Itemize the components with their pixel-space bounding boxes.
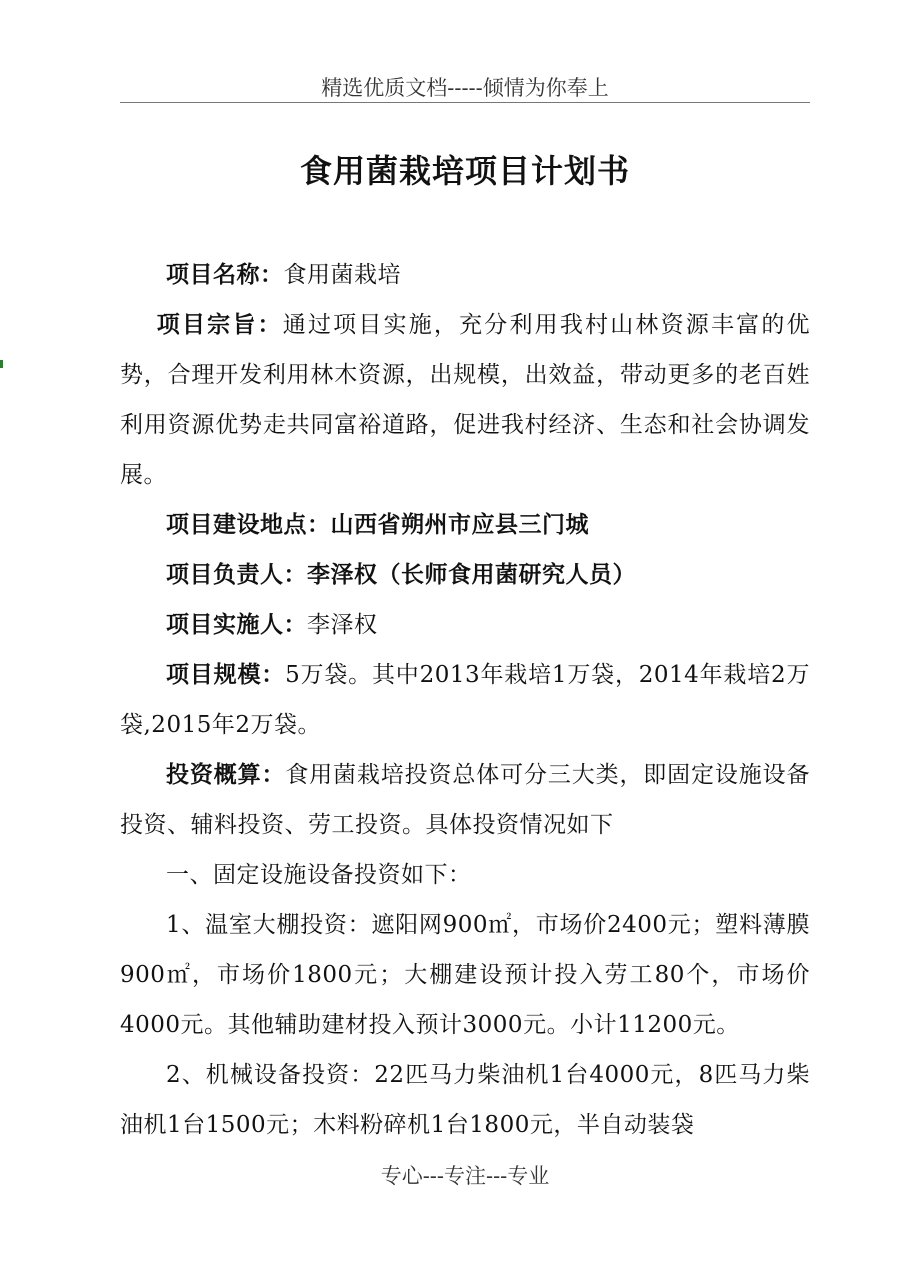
- header-divider: [120, 102, 810, 103]
- field-label: 项目实施人：: [166, 612, 307, 638]
- section-heading-fixed-investment: 一、固定设施设备投资如下：: [166, 862, 472, 888]
- margin-mark: [0, 360, 3, 368]
- field-investment-estimate: [120, 750, 810, 850]
- item-greenhouse-investment: 1、温室大棚投资：遮阳网900㎡，市场价2400元；塑料薄膜900㎡，市场价1800元；大棚建设预计投入劳工80个，市场价4000元。其他辅助建材投入预计3000元。小计11200元。: [120, 912, 810, 1038]
- field-label: 项目建设地点：: [166, 512, 331, 538]
- field-value: 山西省朔州市应县三门城: [330, 512, 589, 538]
- field-project-location: [120, 500, 810, 550]
- field-project-name: [120, 250, 810, 300]
- field-value: 李泽权（长师食用菌研究人员）: [307, 562, 636, 588]
- field-value: 通过项目实施，充分利用我村山林资源丰富的优势，合理开发利用林木资源，出规模，出效益，带动更多的老百姓利用资源优势走共同富裕道路，促进我村经济、生态和社会协调发展。: [120, 312, 811, 488]
- field-label: 项目名称：: [166, 262, 284, 288]
- field-value: 李泽权: [307, 612, 378, 638]
- item-machinery-investment: 2、机械设备投资：22匹马力柴油机1台4000元，8匹马力柴油机1台1500元；木料粉碎机1台1800元，半自动装袋: [120, 1062, 810, 1138]
- page-header: 精选优质文档-----倾情为你奉上: [321, 76, 609, 100]
- document-title: 食用菌栽培项目计划书: [299, 152, 630, 190]
- field-label: 项目宗旨：: [156, 312, 283, 338]
- field-project-implementer: [120, 600, 810, 650]
- field-label: 项目负责人：: [166, 562, 307, 588]
- page-footer: 专心---专注---专业: [380, 1164, 550, 1188]
- field-value: 5万袋。其中2013年栽培1万袋，2014年栽培2万袋,2015年2万袋。: [120, 662, 811, 738]
- document-body: [120, 250, 810, 1150]
- field-project-scale: [120, 650, 810, 750]
- field-project-purpose: [120, 300, 810, 500]
- field-label: 投资概算：: [166, 762, 286, 788]
- field-value: 食用菌栽培投资总体可分三大类，即固定设施设备投资、辅料投资、劳工投资。具体投资情况如下: [120, 762, 811, 838]
- field-value: 食用菌栽培: [283, 262, 401, 288]
- field-label: 项目规模：: [166, 662, 286, 688]
- field-project-leader: [120, 550, 810, 600]
